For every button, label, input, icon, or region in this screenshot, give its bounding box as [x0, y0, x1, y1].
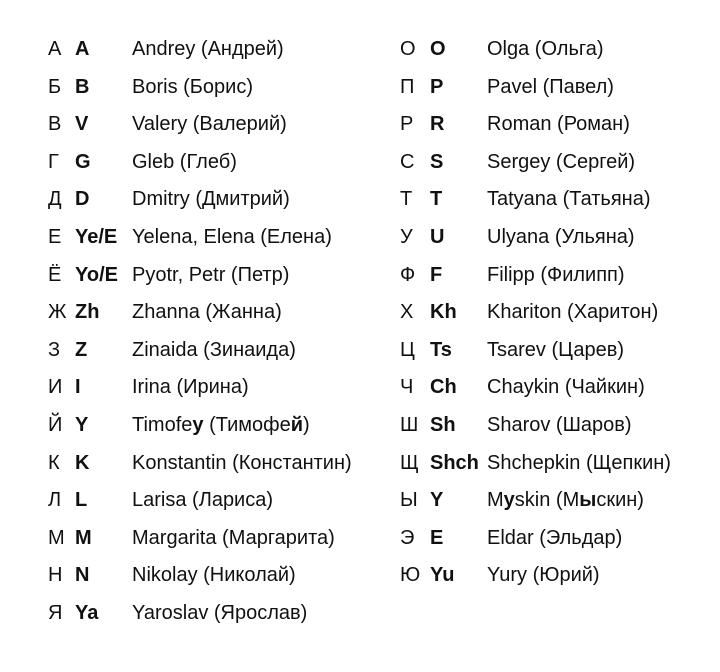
cyrillic-letter: В [48, 113, 62, 136]
name-part: M [487, 489, 504, 512]
latin-transliteration: Ts [430, 338, 452, 361]
cyrillic-letter: Б [48, 75, 62, 98]
example-name: Boris (Борис) [132, 75, 253, 98]
example-name: Andrey (Андрей) [132, 38, 284, 60]
example-name [487, 482, 644, 520]
cyrillic-letter: А [48, 38, 62, 60]
cyrillic-letter: Х [400, 301, 414, 324]
latin-transliteration: Ye/E [75, 225, 118, 248]
cyrillic-letter: Г [48, 150, 59, 173]
latin-transliteration: Shch [430, 451, 479, 474]
cyrillic-letter: Д [48, 188, 62, 211]
cyrillic-letter: Щ [400, 451, 419, 474]
example-name: Pavel (Павел) [487, 75, 614, 98]
name-part: (Тимофе [203, 413, 291, 436]
cyrillic-letter: О [400, 38, 416, 60]
cyrillic-letter: У [400, 225, 413, 248]
highlighted-letter: й [290, 413, 303, 436]
cyrillic-letter: Т [400, 188, 413, 211]
example-name: Zhanna (Жанна) [132, 301, 282, 324]
highlighted-letter: y [503, 489, 515, 512]
latin-transliteration: D [75, 188, 90, 211]
latin-transliteration: T [430, 188, 443, 211]
example-name: Tatyana (Татьяна) [487, 188, 651, 211]
latin-transliteration: I [75, 376, 81, 399]
cyrillic-letter: Э [400, 526, 415, 549]
latin-transliteration: Kh [430, 301, 457, 324]
cyrillic-letter: Ю [400, 564, 421, 587]
example-name: Sharov (Шаров) [487, 413, 632, 436]
name-part: ) [303, 413, 310, 436]
example-name: Yury (Юрий) [487, 564, 600, 587]
cyrillic-letter: М [48, 526, 65, 549]
highlighted-letter: ы [579, 489, 597, 512]
cyrillic-letter: Н [48, 564, 63, 587]
example-name: Ulyana (Ульяна) [487, 225, 635, 248]
latin-transliteration: U [430, 225, 445, 248]
latin-transliteration: S [430, 150, 444, 173]
cyrillic-letter: Й [48, 413, 63, 436]
cyrillic-letter: Ц [400, 338, 415, 361]
cyrillic-letter: Ы [400, 489, 418, 512]
name-part: Timofe [132, 413, 193, 436]
cyrillic-letter: Я [48, 601, 63, 624]
latin-transliteration: V [75, 113, 89, 136]
cyrillic-letter: К [48, 451, 60, 474]
example-name: Pyotr, Petr (Петр) [132, 263, 290, 286]
cyrillic-letter: З [48, 338, 61, 361]
latin-transliteration: K [75, 451, 90, 474]
cyrillic-letter: Ш [400, 413, 419, 436]
cyrillic-letter: П [400, 75, 415, 98]
latin-transliteration: Zh [75, 301, 100, 324]
example-name: Yaroslav (Ярослав) [132, 601, 308, 624]
cyrillic-letter: Ж [48, 301, 67, 324]
cyrillic-letter: Е [48, 225, 62, 248]
example-name: Yelena, Elena (Елена) [132, 225, 332, 248]
latin-transliteration: Z [75, 338, 88, 361]
example-name: Shchepkin (Щепкин) [487, 451, 671, 474]
latin-transliteration: B [75, 75, 90, 98]
example-name: Roman (Роман) [487, 113, 630, 136]
latin-transliteration: R [430, 113, 445, 136]
example-name: Dmitry (Дмитрий) [132, 188, 290, 211]
latin-transliteration: E [430, 526, 444, 549]
latin-transliteration: O [430, 38, 446, 60]
cyrillic-letter: Л [48, 489, 62, 512]
example-name: Khariton (Харитон) [487, 301, 659, 324]
example-name: Nikolay (Николай) [132, 564, 296, 587]
cyrillic-letter: И [48, 376, 63, 399]
name-part: skin (М [514, 489, 580, 512]
example-name: Eldar (Эльдар) [487, 526, 623, 549]
cyrillic-letter: Ф [400, 263, 416, 286]
latin-transliteration: Yu [430, 564, 455, 587]
example-name: Margarita (Маргарита) [132, 526, 335, 549]
latin-transliteration: N [75, 564, 90, 587]
example-name: Irina (Ирина) [132, 376, 249, 399]
highlighted-letter: y [192, 413, 204, 436]
latin-transliteration: M [75, 526, 92, 549]
latin-transliteration: Yo/E [75, 263, 118, 286]
example-name [132, 407, 310, 445]
latin-transliteration: Sh [430, 413, 456, 436]
example-name: Valery (Валерий) [132, 113, 287, 136]
latin-transliteration: Y [75, 413, 89, 436]
example-name: Gleb (Глеб) [132, 150, 237, 173]
example-name: Zinaida (Зинаида) [132, 338, 296, 361]
cyrillic-letter: Ё [48, 263, 62, 286]
latin-transliteration: G [75, 150, 91, 173]
cyrillic-letter: С [400, 150, 415, 173]
cyrillic-letter: Р [400, 113, 414, 136]
example-name: Chaykin (Чайкин) [487, 376, 645, 399]
example-name: Sergey (Сергей) [487, 150, 636, 173]
latin-transliteration: L [75, 489, 88, 512]
example-name: Filipp (Филипп) [487, 263, 625, 286]
cyrillic-letter: Ч [400, 376, 414, 399]
example-name: Tsarev (Царев) [487, 338, 625, 361]
latin-transliteration: F [430, 263, 443, 286]
example-name: Larisa (Лариса) [132, 489, 274, 512]
latin-transliteration: P [430, 75, 444, 98]
latin-transliteration: Y [430, 489, 444, 512]
latin-transliteration: Ch [430, 376, 457, 399]
name-part: скин) [596, 489, 644, 512]
example-name: Konstantin (Константин) [132, 451, 352, 474]
latin-transliteration: A [75, 38, 90, 60]
latin-transliteration: Ya [75, 601, 99, 624]
example-name: Olga (Ольга) [487, 38, 604, 60]
